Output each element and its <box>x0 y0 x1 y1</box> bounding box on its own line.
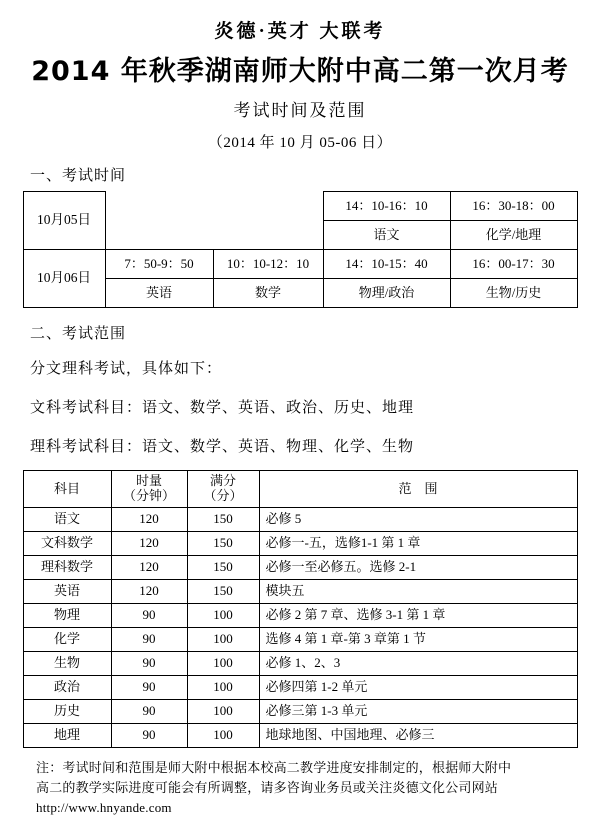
table-row <box>23 676 577 700</box>
table-row <box>23 724 577 748</box>
cell-subject: 政治 <box>23 676 111 700</box>
cell-subject: 语文 <box>23 508 111 532</box>
schedule-empty-cell <box>213 221 323 250</box>
exam-subtitle: 考试时间及范围 <box>233 101 367 120</box>
cell-score: 100 <box>187 676 259 700</box>
cell-subject: 生物 <box>23 652 111 676</box>
schedule-time-cell: 16：30-18：00 <box>450 192 577 221</box>
exam-scope-table <box>23 470 578 748</box>
cell-range: 必修 1、2、3 <box>259 652 577 676</box>
cell-range: 选修 4 第 1 章-第 3 章第 1 节 <box>259 628 577 652</box>
table-row <box>23 556 577 580</box>
schedule-subject-cell: 数学 <box>213 279 323 308</box>
schedule-empty-cell <box>105 192 213 221</box>
cell-duration: 90 <box>111 628 187 652</box>
table-row <box>23 221 577 250</box>
schedule-empty-cell <box>213 192 323 221</box>
cell-duration: 90 <box>111 652 187 676</box>
cell-duration: 120 <box>111 556 187 580</box>
cell-subject: 历史 <box>23 700 111 724</box>
exam-date-range: （2014 年 10 月 05-06 日） <box>207 135 393 151</box>
schedule-time-cell: 10：10-12：10 <box>213 250 323 279</box>
table-row <box>23 628 577 652</box>
table-row <box>23 192 577 221</box>
score-header-line2: （分） <box>203 488 243 503</box>
science-subjects: 理科考试科目：语文、数学、英语、物理、化学、生物 <box>30 439 415 455</box>
cell-score: 100 <box>187 604 259 628</box>
exam-brand-title: 炎德·英才 大联考 <box>214 21 386 42</box>
table-row <box>23 580 577 604</box>
schedule-subject-cell: 物理/政治 <box>323 279 450 308</box>
cell-range: 必修四第 1-2 单元 <box>259 676 577 700</box>
schedule-date-cell: 10月05日 <box>23 192 105 250</box>
cell-subject: 地理 <box>23 724 111 748</box>
table-row <box>23 508 577 532</box>
cell-subject: 英语 <box>23 580 111 604</box>
column-header-score <box>187 471 259 508</box>
cell-score: 100 <box>187 724 259 748</box>
schedule-time-cell: 7：50-9：50 <box>105 250 213 279</box>
duration-header-line2: （分钟） <box>122 488 175 503</box>
cell-score: 150 <box>187 556 259 580</box>
score-header-line1: 满分 <box>209 473 236 489</box>
table-header-row <box>23 471 577 508</box>
cell-range: 必修 2 第 7 章、选修 3-1 第 1 章 <box>259 604 577 628</box>
cell-score: 100 <box>187 700 259 724</box>
footer-website-url: http://www.hnyande.com <box>36 800 172 816</box>
liberal-arts-subjects: 文科考试科目：语文、数学、英语、政治、历史、地理 <box>30 400 415 416</box>
schedule-subject-cell: 语文 <box>323 221 450 250</box>
table-row <box>23 604 577 628</box>
section-one-title: 一、考试时间 <box>30 168 127 184</box>
schedule-subject-cell: 英语 <box>105 279 213 308</box>
cell-subject: 物理 <box>23 604 111 628</box>
schedule-time-cell: 14：10-15：40 <box>323 250 450 279</box>
footer-note-line2: 高二的教学实际进度可能会有所调整，请多咨询业务员或关注炎德文化公司网站 <box>36 780 499 796</box>
cell-subject: 化学 <box>23 628 111 652</box>
table-row <box>23 532 577 556</box>
column-header-subject: 科目 <box>23 471 111 508</box>
cell-score: 150 <box>187 508 259 532</box>
schedule-subject-cell: 生物/历史 <box>450 279 577 308</box>
footer-note <box>36 758 566 818</box>
cell-range: 必修三第 1-3 单元 <box>259 700 577 724</box>
cell-subject: 文科数学 <box>23 532 111 556</box>
cell-score: 100 <box>187 628 259 652</box>
cell-range: 必修一至必修五。选修 2-1 <box>259 556 577 580</box>
section-two-title: 二、考试范围 <box>30 326 127 342</box>
schedule-date-cell: 10月06日 <box>23 250 105 308</box>
column-header-range: 范 围 <box>259 471 577 508</box>
cell-range: 模块五 <box>259 580 577 604</box>
exam-schedule-table <box>23 191 578 308</box>
cell-duration: 120 <box>111 508 187 532</box>
cell-duration: 90 <box>111 604 187 628</box>
schedule-empty-cell <box>105 221 213 250</box>
cell-duration: 120 <box>111 532 187 556</box>
cell-duration: 90 <box>111 676 187 700</box>
cell-duration: 90 <box>111 700 187 724</box>
cell-score: 150 <box>187 580 259 604</box>
cell-score: 100 <box>187 652 259 676</box>
table-row <box>23 700 577 724</box>
cell-score: 150 <box>187 532 259 556</box>
duration-header-line1: 时量 <box>135 473 162 489</box>
cell-subject: 理科数学 <box>23 556 111 580</box>
schedule-time-cell: 14：10-16：10 <box>323 192 450 221</box>
table-row <box>23 279 577 308</box>
schedule-time-cell: 16：00-17：30 <box>450 250 577 279</box>
cell-range: 必修一-五，选修1-1 第 1 章 <box>259 532 577 556</box>
footer-note-line1: 注：考试时间和范围是师大附中根据本校高二教学进度安排制定的，根据师大附中 <box>36 760 512 775</box>
cell-duration: 120 <box>111 580 187 604</box>
schedule-subject-cell: 化学/地理 <box>450 221 577 250</box>
scope-intro-paragraph: 分文理科考试，具体如下： <box>30 361 223 377</box>
column-header-duration <box>111 471 187 508</box>
cell-range: 必修 5 <box>259 508 577 532</box>
table-row <box>23 250 577 279</box>
cell-range: 地球地图、中国地理、必修三 <box>259 724 577 748</box>
cell-duration: 90 <box>111 724 187 748</box>
table-row <box>23 652 577 676</box>
exam-main-title: 2014 年秋季湖南师大附中高二第一次月考 <box>31 56 569 87</box>
